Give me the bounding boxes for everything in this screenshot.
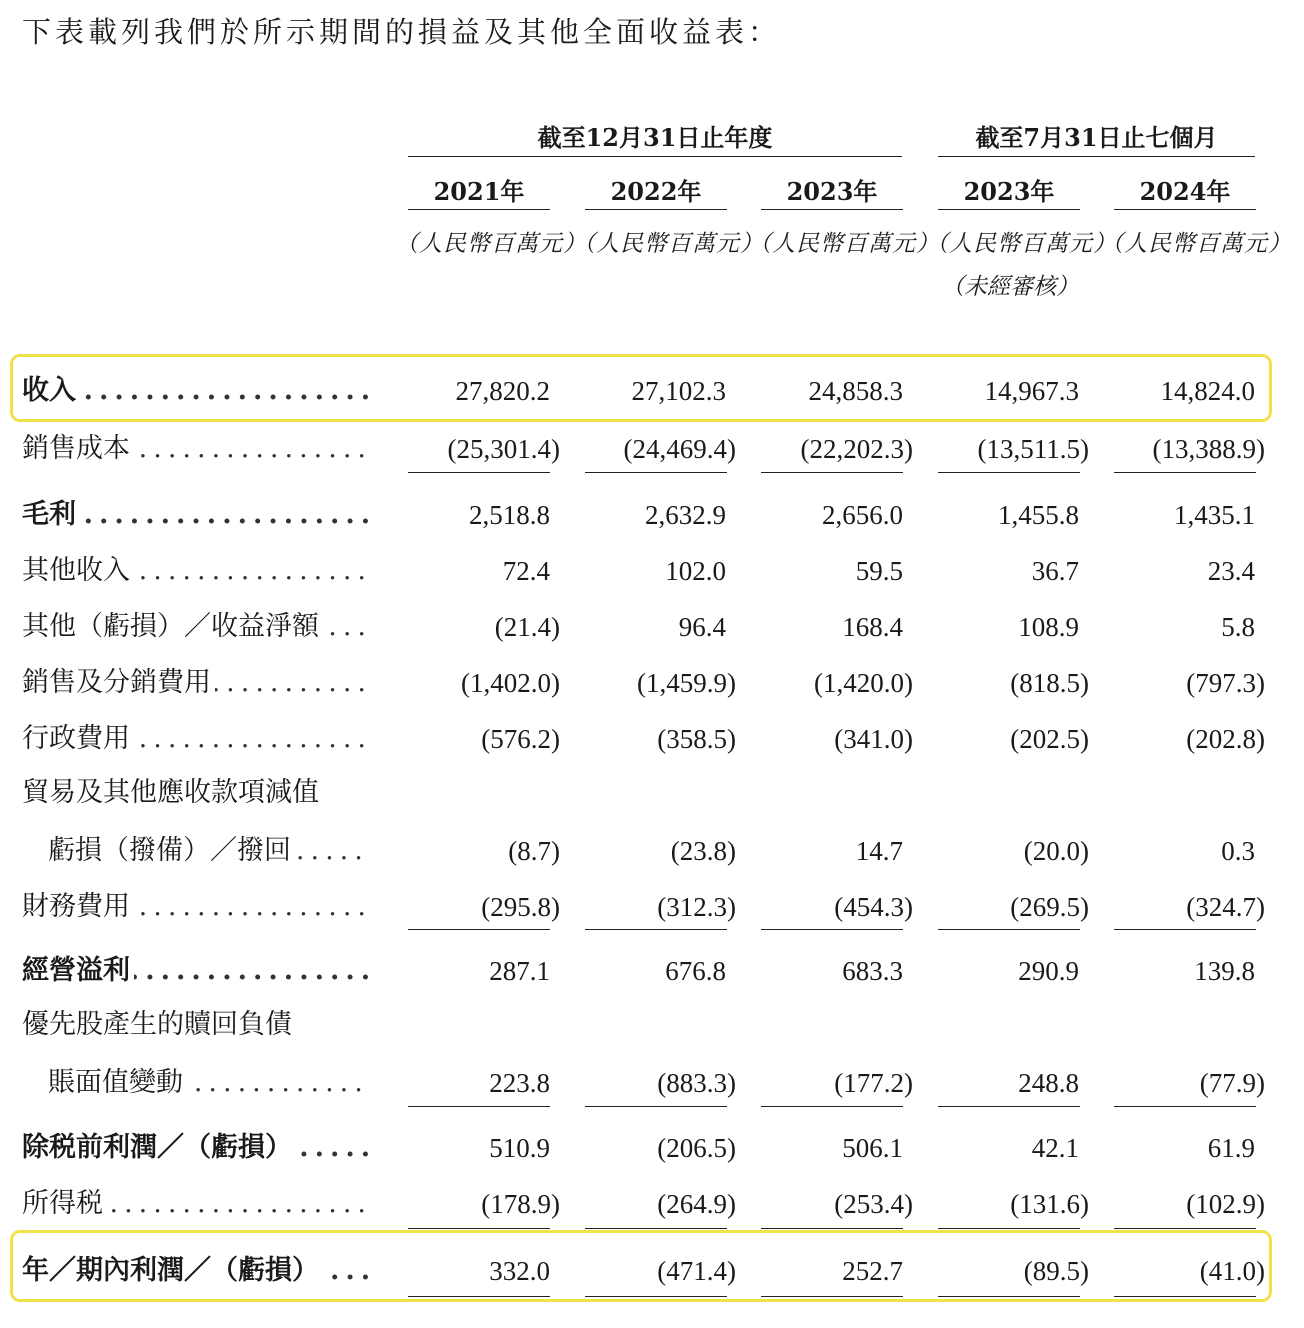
value-cell: 223.8 [489, 1068, 550, 1098]
value-cell: 2,518.8 [469, 500, 550, 530]
value-cell: (358.5) [657, 724, 736, 754]
value-cell: (22,202.3) [800, 434, 913, 464]
value-cell: (24,469.4) [623, 434, 736, 464]
value-cell: (206.5) [657, 1133, 736, 1163]
value-cell: 23.4 [1207, 556, 1255, 586]
subtotal-rule [408, 472, 550, 473]
subtotal-rule [585, 1106, 727, 1107]
total-double-rule [585, 1296, 727, 1301]
value-cell: 14,967.3 [984, 376, 1079, 406]
value-cell: (25,301.4) [447, 434, 560, 464]
value-cell: 510.9 [489, 1133, 550, 1163]
value-cell: (102.9) [1186, 1189, 1265, 1219]
total-double-rule [938, 1296, 1080, 1301]
value-cell: 72.4 [502, 556, 550, 586]
table-row [0, 950, 1304, 992]
subtotal-rule [585, 472, 727, 473]
value-cell: 14,824.0 [1160, 376, 1255, 406]
table-row [0, 772, 1304, 814]
row-label: 除税前利潤／（虧損） ..... [22, 1127, 368, 1169]
header-group-year: 截至12月31日止年度 [408, 118, 902, 157]
value-cell: (178.9) [481, 1189, 560, 1219]
value-cell: 290.9 [1018, 956, 1079, 986]
value-cell: 252.7 [842, 1256, 903, 1286]
value-cell: (13,388.9) [1152, 434, 1265, 464]
unit-label: （人民幣百萬元） [395, 231, 587, 257]
value-cell: (1,402.0) [461, 668, 560, 698]
header-year-2023-7m: 2023年 [938, 172, 1080, 210]
value-cell: 1,455.8 [998, 500, 1079, 530]
value-cell: (21.4) [494, 612, 560, 642]
unit-label: （人民幣百萬元） [572, 231, 764, 257]
value-cell: (295.8) [481, 892, 560, 922]
subtotal-rule [938, 1228, 1080, 1229]
value-cell: 676.8 [665, 956, 726, 986]
subtotal-rule [408, 929, 550, 930]
total-double-rule [408, 1296, 550, 1301]
value-cell: 683.3 [842, 956, 903, 986]
row-label: 銷售成本 ..... [22, 428, 368, 470]
table-row [0, 1062, 1304, 1104]
value-cell: 27,820.2 [455, 376, 550, 406]
unit-label: （人民幣百萬元） [1100, 231, 1292, 257]
row-label: 收入 ..... [22, 370, 368, 412]
value-cell: (253.4) [834, 1189, 913, 1219]
subtotal-rule [408, 1228, 550, 1229]
row-label: 貿易及其他應收款項減值 [22, 772, 368, 814]
value-cell: (269.5) [1010, 892, 1089, 922]
total-double-rule [761, 1296, 903, 1301]
row-label: 優先股產生的贖回負債 [22, 1004, 368, 1046]
row-label: 其他收入 ..... [22, 550, 368, 592]
value-cell: (312.3) [657, 892, 736, 922]
value-cell: (471.4) [657, 1256, 736, 1286]
table-row [0, 1127, 1304, 1169]
table-row [0, 494, 1304, 536]
value-cell: 332.0 [489, 1256, 550, 1286]
value-cell: 506.1 [842, 1133, 903, 1163]
table-row [0, 1250, 1304, 1292]
subtotal-rule [761, 472, 903, 473]
value-cell: (20.0) [1023, 836, 1089, 866]
value-cell: 14.7 [855, 836, 903, 866]
table-row [0, 830, 1304, 872]
value-cell: 61.9 [1207, 1133, 1255, 1163]
value-cell: (77.9) [1199, 1068, 1265, 1098]
value-cell: 1,435.1 [1174, 500, 1255, 530]
header-year-2024-7m: 2024年 [1114, 172, 1256, 210]
subtotal-rule [938, 929, 1080, 930]
value-cell: (454.3) [834, 892, 913, 922]
table-row [0, 662, 1304, 704]
row-label: 銷售及分銷費用 ..... [22, 662, 368, 704]
unit-label: （人民幣百萬元） [925, 231, 1117, 257]
table-row [0, 370, 1304, 412]
subtotal-rule [1114, 1228, 1256, 1229]
value-cell: 42.1 [1031, 1133, 1079, 1163]
row-label: 毛利 ..... [22, 494, 368, 536]
row-label: 虧損（撥備）／撥回 ..... [48, 830, 368, 872]
value-cell: (131.6) [1010, 1189, 1089, 1219]
header-group-seven-months: 截至7月31日止七個月 [938, 118, 1255, 157]
value-cell: (89.5) [1023, 1256, 1089, 1286]
value-cell: 139.8 [1194, 956, 1255, 986]
subtotal-rule [408, 1106, 550, 1107]
value-cell: 248.8 [1018, 1068, 1079, 1098]
subtotal-rule [1114, 929, 1256, 930]
unit-label: （人民幣百萬元） [748, 231, 940, 257]
header-year-2021: 2021年 [408, 172, 550, 210]
table-row [0, 718, 1304, 760]
row-label: 行政費用 ..... [22, 718, 368, 760]
value-cell: 2,656.0 [822, 500, 903, 530]
row-label: 賬面值變動 ..... [48, 1062, 368, 1104]
value-cell: 168.4 [842, 612, 903, 642]
value-cell: (341.0) [834, 724, 913, 754]
value-cell: (1,420.0) [814, 668, 913, 698]
row-label: 所得税 ..... [22, 1183, 368, 1225]
value-cell: (177.2) [834, 1068, 913, 1098]
value-cell: (23.8) [670, 836, 736, 866]
value-cell: (8.7) [508, 836, 560, 866]
value-cell: 36.7 [1031, 556, 1079, 586]
value-cell: 0.3 [1221, 836, 1255, 866]
value-cell: (576.2) [481, 724, 560, 754]
value-cell: 27,102.3 [631, 376, 726, 406]
table-row [0, 428, 1304, 470]
table-row [0, 1183, 1304, 1225]
value-cell: 5.8 [1221, 612, 1255, 642]
value-cell: 2,632.9 [645, 500, 726, 530]
total-double-rule [1114, 1296, 1256, 1301]
table-row [0, 1004, 1304, 1046]
value-cell: (324.7) [1186, 892, 1265, 922]
value-cell: (264.9) [657, 1189, 736, 1219]
value-cell: (202.5) [1010, 724, 1089, 754]
value-cell: (818.5) [1010, 668, 1089, 698]
value-cell: 108.9 [1018, 612, 1079, 642]
subtotal-rule [1114, 472, 1256, 473]
row-label: 經營溢利 ..... [22, 950, 368, 992]
value-cell: 59.5 [855, 556, 903, 586]
subtotal-rule [761, 1228, 903, 1229]
subtotal-rule [585, 929, 727, 930]
header-year-2022: 2022年 [585, 172, 727, 210]
value-cell: (13,511.5) [977, 434, 1089, 464]
row-label: 財務費用 ..... [22, 886, 368, 928]
intro-text: 下表載列我們於所示期間的損益及其他全面收益表： [22, 15, 782, 49]
subtotal-rule [1114, 1106, 1256, 1107]
value-cell: (1,459.9) [637, 668, 736, 698]
value-cell: 96.4 [678, 612, 726, 642]
value-cell: (41.0) [1199, 1256, 1265, 1286]
subtotal-rule [585, 1228, 727, 1229]
subtotal-rule [761, 1106, 903, 1107]
table-row [0, 606, 1304, 648]
row-label: 其他（虧損）／收益淨額 ..... [22, 606, 368, 648]
header-year-2023: 2023年 [761, 172, 903, 210]
value-cell: (797.3) [1186, 668, 1265, 698]
table-row [0, 550, 1304, 592]
value-cell: 102.0 [665, 556, 726, 586]
subtotal-rule [938, 1106, 1080, 1107]
value-cell: (202.8) [1186, 724, 1265, 754]
value-cell: (883.3) [657, 1068, 736, 1098]
value-cell: 287.1 [489, 956, 550, 986]
row-label: 年／期內利潤／（虧損） ..... [22, 1250, 368, 1292]
subtotal-rule [761, 929, 903, 930]
unaudited-label: （未經審核） [941, 274, 1079, 300]
value-cell: 24,858.3 [808, 376, 903, 406]
subtotal-rule [938, 472, 1080, 473]
table-row [0, 886, 1304, 928]
